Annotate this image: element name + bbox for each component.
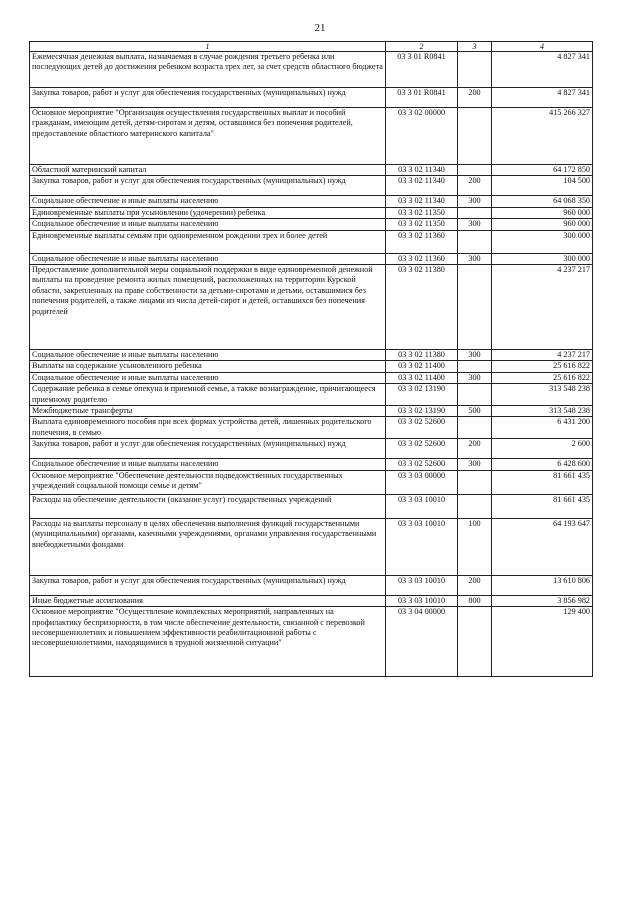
table-row: [30, 176, 593, 196]
row-code-cell: 03 3 02 11380: [386, 265, 458, 350]
row-amount-cell: 6 428 600: [492, 459, 593, 470]
row-name-cell: Выплата единовременного пособия при всех формах устройства детей, лишенных родительского попечения, в семью: [30, 417, 386, 439]
row-code-cell: 03 3 01 R0841: [386, 52, 458, 88]
row-amount-cell: 4 237 217: [492, 265, 593, 350]
row-amount-cell: 4 827 341: [492, 88, 593, 108]
row-expense-type-cell: [458, 607, 492, 677]
row-code-cell: 03 3 04 00000: [386, 607, 458, 677]
row-name-cell: Единовременные выплаты семьям при одновременном рождении трех и более детей: [30, 230, 386, 253]
row-amount-cell: 13 610 806: [492, 575, 593, 595]
row-expense-type-cell: 300: [458, 219, 492, 230]
row-name-cell: Ежемесячная денежная выплата, назначаемая в случае рождения третьего ребенка или последующих детей до достижения ребенком возраста трех лет, за счет средств областного бюджета: [30, 52, 386, 88]
row-name-cell: Межбюджетные трансферты: [30, 406, 386, 417]
table-row: [30, 52, 593, 88]
row-amount-cell: 313 548 238: [492, 406, 593, 417]
table-row: [30, 439, 593, 459]
row-amount-cell: 300 000: [492, 253, 593, 264]
row-amount-cell: 129 400: [492, 607, 593, 677]
row-expense-type-cell: [458, 384, 492, 406]
row-code-cell: 03 3 03 10010: [386, 575, 458, 595]
row-expense-type-cell: 200: [458, 575, 492, 595]
row-amount-cell: 2 600: [492, 439, 593, 459]
table-row: [30, 196, 593, 207]
row-expense-type-cell: 300: [458, 196, 492, 207]
row-amount-cell: 6 431 200: [492, 417, 593, 439]
row-expense-type-cell: 200: [458, 439, 492, 459]
row-code-cell: 03 3 02 11340: [386, 165, 458, 176]
row-amount-cell: 64 068 350: [492, 196, 593, 207]
row-amount-cell: 4 827 341: [492, 52, 593, 88]
table-header-row: [30, 42, 593, 52]
row-amount-cell: 313 548 238: [492, 384, 593, 406]
table-row: [30, 350, 593, 361]
table-row: [30, 494, 593, 518]
row-code-cell: 03 3 02 11380: [386, 350, 458, 361]
row-name-cell: Основное мероприятие "Осуществление комплексных мероприятий, направленных на профилактику беспризорности, в том числе обеспечение деятельности, связанной с перевозкой несовершеннолетних и повышением эффективности реабилитационной работы с несовершеннолетними, находящимися в трудной жизненной ситуации": [30, 607, 386, 677]
row-code-cell: 03 3 02 11350: [386, 207, 458, 218]
table-row: [30, 230, 593, 253]
row-name-cell: Областной материнский капитал: [30, 165, 386, 176]
row-code-cell: 03 3 02 11360: [386, 253, 458, 264]
row-name-cell: Социальное обеспечение и иные выплаты населению: [30, 372, 386, 383]
row-code-cell: 03 3 02 13190: [386, 406, 458, 417]
row-code-cell: 03 3 02 11400: [386, 361, 458, 372]
row-name-cell: Единовременные выплаты при усыновлении (удочерении) ребенка: [30, 207, 386, 218]
row-code-cell: 03 3 02 11400: [386, 372, 458, 383]
table-row: [30, 518, 593, 575]
row-code-cell: 03 3 03 10010: [386, 494, 458, 518]
row-expense-type-cell: 300: [458, 459, 492, 470]
row-name-cell: Основное мероприятие "Обеспечение деятельности подведомственных государственных учреждений социальной помощи семье и детям": [30, 470, 386, 494]
row-expense-type-cell: 800: [458, 595, 492, 606]
table-row: [30, 595, 593, 606]
row-expense-type-cell: [458, 470, 492, 494]
row-code-cell: 03 3 02 11340: [386, 196, 458, 207]
row-name-cell: Содержание ребенка в семье опекуна и приемной семье, а также вознаграждение, причитающееся приемному родителю: [30, 384, 386, 406]
row-code-cell: 03 3 02 13190: [386, 384, 458, 406]
row-code-cell: 03 3 01 R0841: [386, 88, 458, 108]
row-name-cell: Социальное обеспечение и иные выплаты населению: [30, 459, 386, 470]
row-name-cell: Выплаты на содержание усыновленного ребенка: [30, 361, 386, 372]
row-expense-type-cell: [458, 417, 492, 439]
table-row: [30, 417, 593, 439]
table-row: [30, 265, 593, 350]
table-row: [30, 108, 593, 165]
row-code-cell: 03 3 02 52600: [386, 459, 458, 470]
table-row: [30, 384, 593, 406]
row-expense-type-cell: [458, 52, 492, 88]
row-amount-cell: 64 193 647: [492, 518, 593, 575]
row-name-cell: Закупка товаров, работ и услуг для обеспечения государственных (муниципальных) нужд: [30, 88, 386, 108]
row-expense-type-cell: 300: [458, 253, 492, 264]
row-code-cell: 03 3 03 00000: [386, 470, 458, 494]
row-expense-type-cell: 300: [458, 350, 492, 361]
row-name-cell: Социальное обеспечение и иные выплаты населению: [30, 219, 386, 230]
row-name-cell: Социальное обеспечение и иные выплаты населению: [30, 350, 386, 361]
budget-table: [29, 41, 593, 677]
table-row: [30, 372, 593, 383]
row-expense-type-cell: 200: [458, 88, 492, 108]
row-expense-type-cell: [458, 108, 492, 165]
row-code-cell: 03 3 02 11340: [386, 176, 458, 196]
table-row: [30, 88, 593, 108]
row-amount-cell: 415 266 327: [492, 108, 593, 165]
row-expense-type-cell: 300: [458, 372, 492, 383]
table-row: [30, 607, 593, 677]
row-expense-type-cell: [458, 165, 492, 176]
row-name-cell: Расходы на выплаты персоналу в целях обеспечения выполнения функций государственными (муниципальными) органами, казенными учреждениями, органами управления государственными внебюджетными фондами: [30, 518, 386, 575]
row-name-cell: Предоставление дополнительной меры социальной поддержки в виде единовременной денежной выплаты на проведение ремонта жилых помещений, расположенных на территории Курской области, закрепленных на праве собственности за детьми-сиротами и детьми, оставшимися без попечения родителей, а также лицами из числа детей-сирот и детей, оставшихся без попечения родителей: [30, 265, 386, 350]
table-row: [30, 361, 593, 372]
table-row: [30, 575, 593, 595]
column-header-1: 1: [30, 42, 386, 52]
row-expense-type-cell: [458, 265, 492, 350]
table-row: [30, 165, 593, 176]
row-name-cell: Закупка товаров, работ и услуг для обеспечения государственных (муниципальных) нужд: [30, 176, 386, 196]
column-header-3: 3: [458, 42, 492, 52]
row-expense-type-cell: 200: [458, 176, 492, 196]
row-name-cell: Иные бюджетные ассигнования: [30, 595, 386, 606]
page-number: 21: [314, 22, 326, 34]
row-amount-cell: 300 000: [492, 230, 593, 253]
row-name-cell: Социальное обеспечение и иные выплаты населению: [30, 196, 386, 207]
table-row: [30, 253, 593, 264]
row-expense-type-cell: [458, 230, 492, 253]
row-amount-cell: 104 500: [492, 176, 593, 196]
row-name-cell: Закупка товаров, работ и услуг для обеспечения государственных (муниципальных) нужд: [30, 439, 386, 459]
row-name-cell: Социальное обеспечение и иные выплаты населению: [30, 253, 386, 264]
row-amount-cell: 3 856 982: [492, 595, 593, 606]
row-amount-cell: 25 616 822: [492, 361, 593, 372]
column-header-2: 2: [386, 42, 458, 52]
table-row: [30, 207, 593, 218]
row-code-cell: 03 3 03 10010: [386, 595, 458, 606]
row-amount-cell: 81 661 435: [492, 494, 593, 518]
row-code-cell: 03 3 02 00000: [386, 108, 458, 165]
table-row: [30, 406, 593, 417]
row-expense-type-cell: [458, 207, 492, 218]
table-row: [30, 470, 593, 494]
row-name-cell: Основное мероприятие "Организация осуществления государственных выплат и пособий гражданам, имеющим детей, детям-сиротам и детям, оставшимся без попечения родителей, предоставление областного материнского капитала": [30, 108, 386, 165]
row-expense-type-cell: [458, 361, 492, 372]
row-amount-cell: 81 661 435: [492, 470, 593, 494]
row-code-cell: 03 3 02 11360: [386, 230, 458, 253]
table-row: [30, 459, 593, 470]
row-amount-cell: 25 616 822: [492, 372, 593, 383]
row-name-cell: Расходы на обеспечение деятельности (оказание услуг) государственных учреждений: [30, 494, 386, 518]
row-expense-type-cell: 500: [458, 406, 492, 417]
row-code-cell: 03 3 02 52600: [386, 417, 458, 439]
row-expense-type-cell: [458, 494, 492, 518]
row-amount-cell: 4 237 217: [492, 350, 593, 361]
row-code-cell: 03 3 03 10010: [386, 518, 458, 575]
row-expense-type-cell: 100: [458, 518, 492, 575]
row-code-cell: 03 3 02 11350: [386, 219, 458, 230]
row-amount-cell: 64 172 850: [492, 165, 593, 176]
row-amount-cell: 960 000: [492, 207, 593, 218]
column-header-4: 4: [492, 42, 593, 52]
table-row: [30, 219, 593, 230]
row-amount-cell: 960 000: [492, 219, 593, 230]
row-name-cell: Закупка товаров, работ и услуг для обеспечения государственных (муниципальных) нужд: [30, 575, 386, 595]
row-code-cell: 03 3 02 52600: [386, 439, 458, 459]
